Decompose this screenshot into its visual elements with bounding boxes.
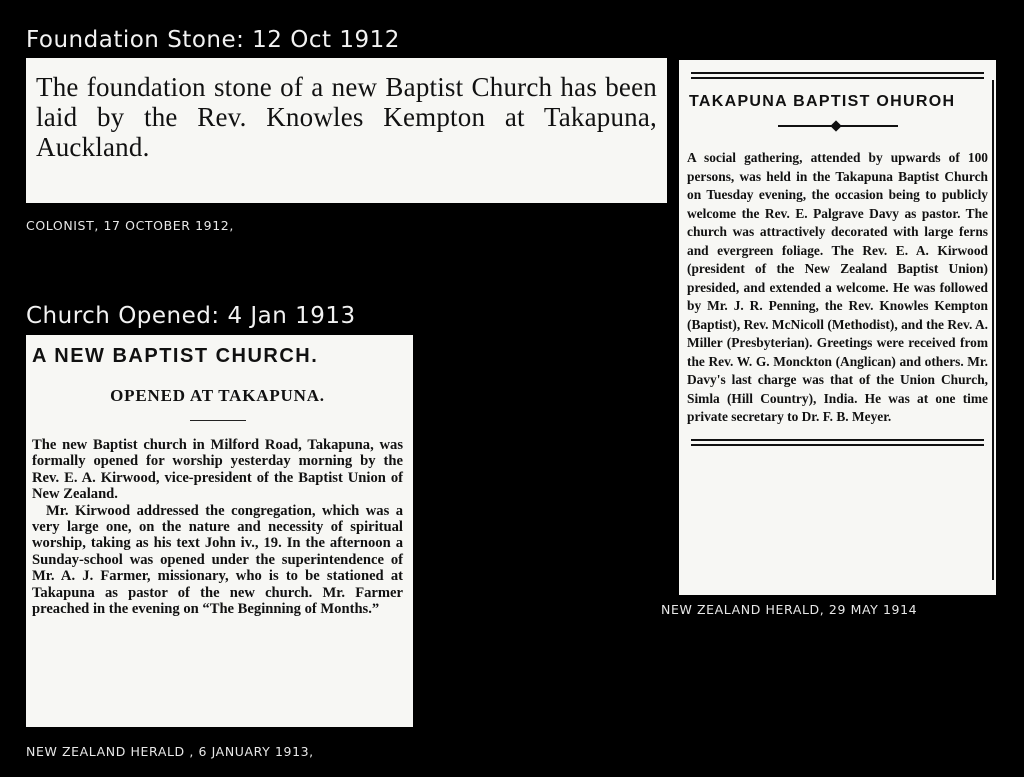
ornament-divider [778, 125, 898, 127]
divider-rule [190, 420, 246, 421]
opening-title: A NEW BAPTIST CHURCH. [32, 345, 319, 367]
double-rule-bottom [691, 439, 984, 446]
opening-subtitle: OPENED AT TAKAPUNA. [110, 386, 325, 405]
social-clipping [679, 60, 996, 595]
social-text: A social gathering, attended by upwards of 100 persons, was held in the Takapuna Baptist Church on Tuesday evening, the occasion being to publicly welcome the Rev. E. Palgrave Davy as pastor. The church was attractively decorated with large ferns and evergreen foliage. The Rev. E. A. Kirwood (president of the New Zealand Baptist Union) presided, and extended a welcome. He was followed by Mr. J. R. Penning, the Rev. Knowles Kempton (Baptist), Rev. McNicoll (Methodist), and the Rev. A. Miller (Presbyterian). Greetings were received from the Rev. W. G. Monckton (Anglican) and others. Mr. Davy's last charge was that of the Union Church, Simla (Hill Country), India. He was at one time private secretary to Dr. F. B. Meyer. [687, 150, 988, 424]
opening-clipping [26, 335, 413, 727]
foundation-text: The foundation stone of a new Baptist Church has been laid by the Rev. Knowles Kempton at Takapuna, Auckland. [36, 72, 657, 162]
opening-source: NEW ZEALAND HERALD , 6 JANUARY 1913, [26, 744, 314, 759]
opening-paragraph-2: Mr. Kirwood addressed the congregation, which was a very large one, on the nature and necessity of spiritual worship, taking as his text John iv., 19. In the afternoon a Sunday-school was opened under the superintendence of Mr. A. J. Farmer, missionary, who is to be stationed at Takapuna as pastor of the new church. Mr. Farmer preached in the evening on “The Beginning of Months.” [32, 502, 403, 618]
double-rule-top [691, 72, 984, 79]
foundation-clipping [26, 58, 667, 203]
foundation-source: COLONIST, 17 OCTOBER 1912, [26, 218, 234, 233]
foundation-heading: Foundation Stone: 12 Oct 1912 [26, 27, 400, 53]
social-title: TAKAPUNA BAPTIST OHUROH [689, 93, 956, 110]
social-source: NEW ZEALAND HERALD, 29 MAY 1914 [661, 602, 918, 617]
column-rule [992, 80, 994, 580]
opening-paragraph-1: The new Baptist church in Milford Road, Takapuna, was formally opened for worship yesterday morning by the Rev. E. A. Kirwood, vice-president of the Baptist Union of New Zealand. [32, 437, 403, 503]
opening-heading: Church Opened: 4 Jan 1913 [26, 303, 356, 329]
